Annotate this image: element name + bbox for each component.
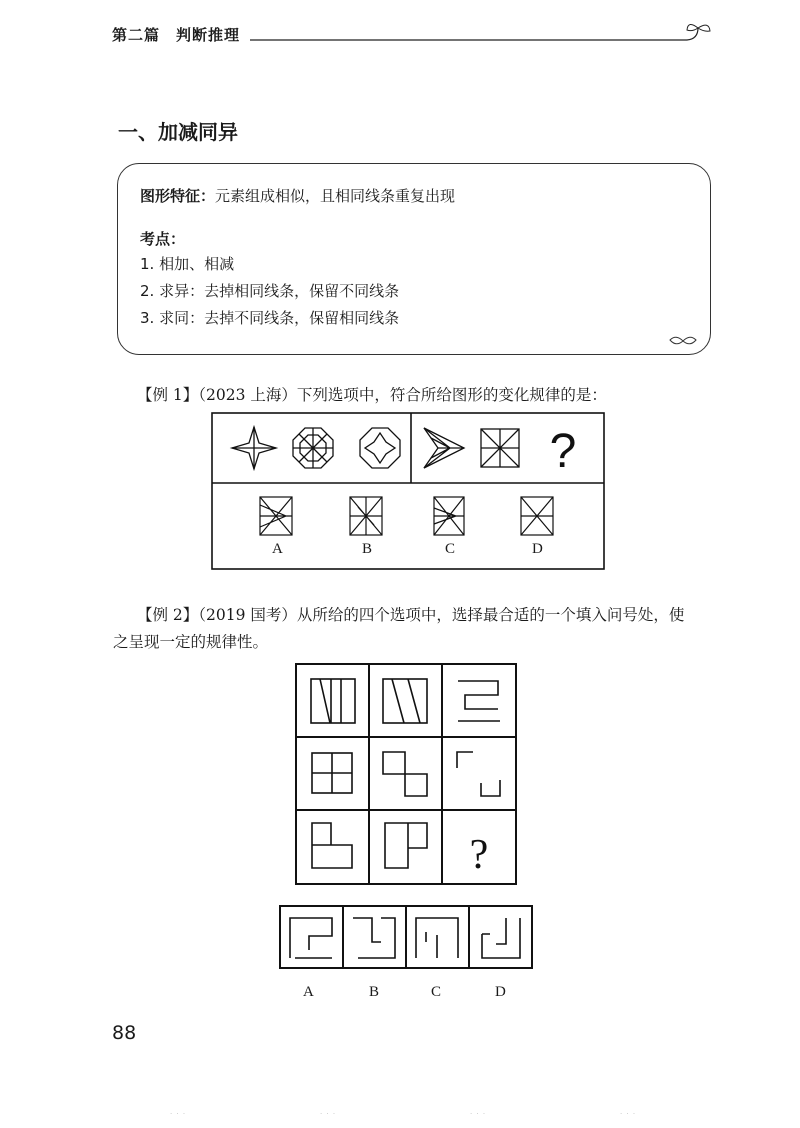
key-point-2: 2. 求异：去掉相同线条，保留不同线条 [140,282,400,300]
scan-mark-1: · · · [170,1110,187,1118]
example2-question-line1: 【例 2】（2019 国考）从所给的四个选项中，选择最合适的一个填入问号处，使 [137,606,685,624]
ex2-cell-8-shape [385,823,427,868]
ex1-star-shape [232,427,276,469]
section-title: 一、加减同异 [118,120,238,144]
ex1-option-d-label: D [532,541,543,557]
ex1-option-c-label: C [445,541,456,557]
ex2-cell-2-shape [383,679,427,723]
leaf-ornament-icon [668,334,698,348]
ex2-option-b-label: B [369,984,380,1000]
key-point-3: 3. 求同：去掉不同线条，保留相同线条 [140,309,400,327]
key-point-1: 1. 相加、相减 [140,255,235,273]
ex2-cell-4-shape [312,753,352,793]
feature-line [140,185,455,206]
ex1-option-d-shape [521,497,553,535]
ex1-question-mark: ? [549,425,577,478]
example1-question: 【例 1】（2023 上海）下列选项中，符合所给图形的变化规律的是： [137,386,607,404]
ex2-grid [296,664,516,884]
ex2-cell-1-shape [311,679,355,723]
ex2-option-b-shape [353,918,395,958]
ex2-option-c-label: C [431,984,442,1000]
ex2-cell-7-shape [312,823,352,868]
page-number: 88 [112,1022,137,1044]
ex2-cell-5-shape [383,752,427,796]
feature-text: 元素组成相似，且相同线条重复出现 [215,187,456,205]
ex1-option-c-shape [434,497,464,535]
header-title: 第二篇 判断推理 [112,26,241,44]
ex2-cell-6-shape [457,752,500,796]
running-header [112,22,712,52]
key-points-title: 考点： [140,230,186,248]
feature-label: 图形特征： [140,187,216,205]
ex2-options-strip [280,906,532,968]
ex1-option-a-shape [260,497,292,535]
info-box [117,163,711,355]
ex1-chevron-shape [424,428,464,468]
example2-question-line2: 之呈现一定的规律性。 [113,633,269,651]
ex1-octagon-spokes-shape [293,428,333,468]
scan-mark-3: · · · [470,1110,487,1118]
ex1-octagon-star-shape [360,428,400,468]
ex1-square-x-shape [481,429,519,467]
scan-mark-2: · · · [320,1110,337,1118]
ex2-option-d-label: D [495,984,506,1000]
ex2-option-d-shape [482,918,520,958]
ex2-option-a-shape [290,918,332,958]
ex2-cell-3-shape [458,681,500,721]
ex1-frame [212,413,604,569]
ex1-option-b-label: B [362,541,373,557]
ex2-option-a-label: A [303,984,314,1000]
ex1-option-b-shape [350,497,382,535]
ex2-question-mark: ? [469,832,489,878]
ex1-option-a-label: A [272,541,283,557]
scan-mark-4: · · · [620,1110,637,1118]
ex2-option-c-shape [416,918,458,958]
